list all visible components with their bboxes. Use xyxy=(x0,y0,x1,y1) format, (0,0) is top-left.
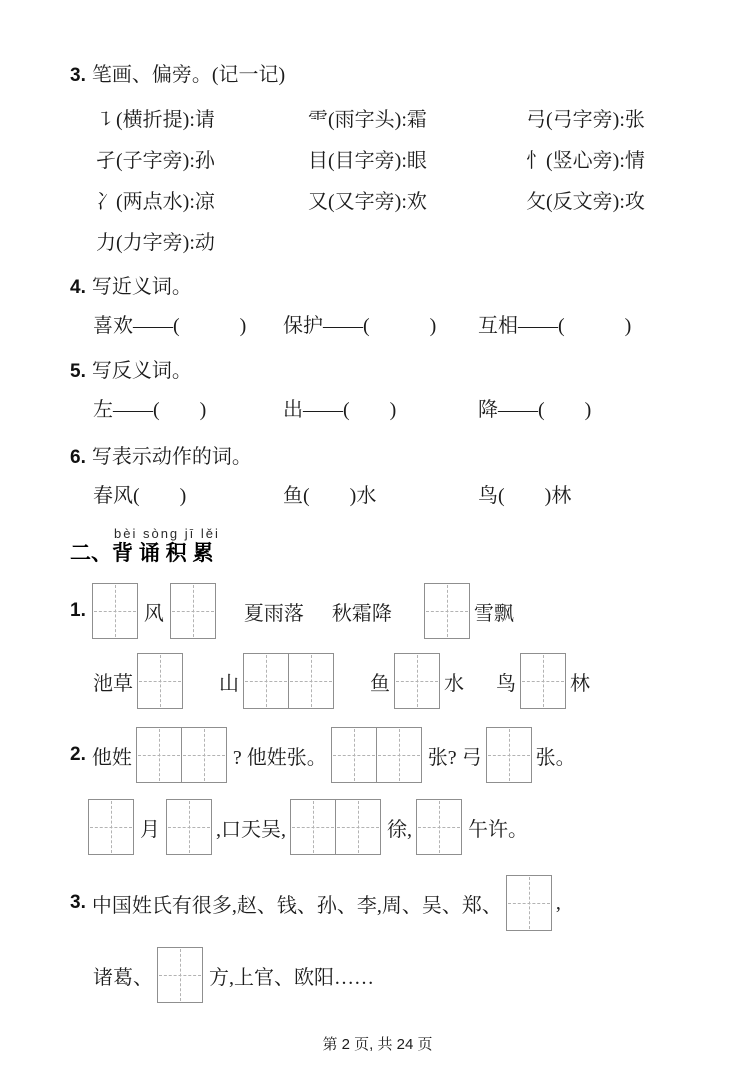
radical-entry: 力(力字旁):动 xyxy=(96,232,215,254)
question-number: 6. xyxy=(70,447,86,468)
line-text: 方,上官、欧阳…… xyxy=(209,966,374,989)
writing-box xyxy=(181,727,227,783)
line-text: 诸葛、 xyxy=(93,966,153,989)
line-text: ? 他姓张。 xyxy=(232,746,327,769)
synonym-blanks-row xyxy=(93,312,705,340)
writing-box xyxy=(170,583,216,639)
writing-box-double xyxy=(331,727,422,783)
line-text: 风 xyxy=(143,602,164,625)
question-number: 3. xyxy=(70,65,86,86)
writing-box xyxy=(486,727,532,783)
line-text: 夏雨落 xyxy=(243,602,304,625)
radical-entry: 孑(子字旁):孙 xyxy=(96,150,215,172)
writing-box xyxy=(288,653,334,709)
question-title-text: 写反义词。 xyxy=(91,360,192,382)
writing-box xyxy=(335,799,381,855)
line-text: 水 xyxy=(444,672,464,695)
section-two-title: 二、背 诵 积 累 xyxy=(70,542,214,565)
q2-line-2 xyxy=(88,799,705,855)
writing-box xyxy=(137,653,183,709)
question-number: 3. xyxy=(70,892,86,913)
line-text: 午许。 xyxy=(468,818,528,841)
line-text: 月 xyxy=(140,818,160,841)
q1-line-1 xyxy=(70,583,705,639)
writing-box xyxy=(376,727,422,783)
antonym-blanks-row xyxy=(93,396,705,424)
line-text: 林 xyxy=(570,672,590,695)
q1-line-2 xyxy=(93,653,705,709)
writing-box xyxy=(290,799,336,855)
radical-entry: 目(目字旁):眼 xyxy=(308,150,427,172)
radical-entry: 攵(反文旁):攻 xyxy=(526,191,645,213)
writing-box xyxy=(88,799,134,855)
question-number: 2. xyxy=(70,744,86,765)
page-footer: 第 2 页, 共 24 页 xyxy=(322,1036,433,1053)
radical-entry: 又(又字旁):欢 xyxy=(308,191,427,213)
blank-item: 春风( ) xyxy=(93,485,187,507)
radical-entry: ㇊(横折提):请 xyxy=(96,109,215,131)
writing-box-double xyxy=(290,799,381,855)
blank-item: 互相——( ) xyxy=(478,315,632,337)
question-4-title xyxy=(70,272,705,303)
blank-item: 鸟( )林 xyxy=(478,485,572,507)
line-text: 秋霜降 xyxy=(331,602,392,625)
writing-box xyxy=(136,727,182,783)
q3-line-1 xyxy=(70,875,705,931)
blank-item: 左——( ) xyxy=(93,399,207,421)
line-text: 张。 xyxy=(535,746,576,769)
blank-item: 鱼( )水 xyxy=(283,485,377,507)
line-text: 山 xyxy=(219,672,239,695)
question-number: 4. xyxy=(70,277,86,298)
line-text: 他姓 xyxy=(91,746,132,769)
line-text: 徐, xyxy=(387,818,412,841)
question-title-text: 笔画、偏旁。(记一记) xyxy=(91,64,286,86)
radical-entry: 冫(两点水):凉 xyxy=(96,191,215,213)
writing-box xyxy=(506,875,552,931)
question-3-title xyxy=(70,60,705,91)
writing-box xyxy=(92,583,138,639)
writing-box xyxy=(243,653,289,709)
radical-entry: 弓(弓字旁):张 xyxy=(526,109,645,131)
question-number: 5. xyxy=(70,361,86,382)
writing-box xyxy=(166,799,212,855)
question-title-text: 写近义词。 xyxy=(91,276,192,298)
q2-line-1 xyxy=(70,727,705,783)
line-text: , xyxy=(555,891,561,914)
blank-item: 保护——( ) xyxy=(283,315,437,337)
radical-entry: 忄(竖心旁):情 xyxy=(526,150,645,172)
line-text: 鸟 xyxy=(496,672,516,695)
question-number: 1. xyxy=(70,600,86,621)
writing-box-double xyxy=(243,653,334,709)
blank-item: 降——( ) xyxy=(478,399,592,421)
writing-box xyxy=(424,583,470,639)
writing-box xyxy=(416,799,462,855)
section-pinyin: bèi sòng jī lěi xyxy=(114,526,220,541)
question-title-text: 写表示动作的词。 xyxy=(91,446,252,468)
action-word-blanks-row xyxy=(93,482,705,510)
line-text: 池草 xyxy=(93,672,133,695)
writing-box xyxy=(331,727,377,783)
line-text: 鱼 xyxy=(370,672,390,695)
q3-line-2 xyxy=(93,947,705,1003)
blank-item: 出——( ) xyxy=(283,399,397,421)
writing-box xyxy=(394,653,440,709)
line-text: 中国姓氏有很多,赵、钱、孙、李,周、吴、郑、 xyxy=(91,894,502,917)
line-text: 雪飘 xyxy=(473,602,514,625)
writing-box-double xyxy=(136,727,227,783)
writing-box xyxy=(520,653,566,709)
blank-item: 喜欢——( ) xyxy=(93,315,247,337)
question-5-title xyxy=(70,356,705,387)
writing-box xyxy=(157,947,203,1003)
radical-list xyxy=(96,107,705,256)
line-text: 张? 弓 xyxy=(427,746,482,769)
line-text: ,口天吴, xyxy=(216,818,286,841)
radical-entry: ⻗(雨字头):霜 xyxy=(308,109,427,131)
question-6-title xyxy=(70,442,705,473)
